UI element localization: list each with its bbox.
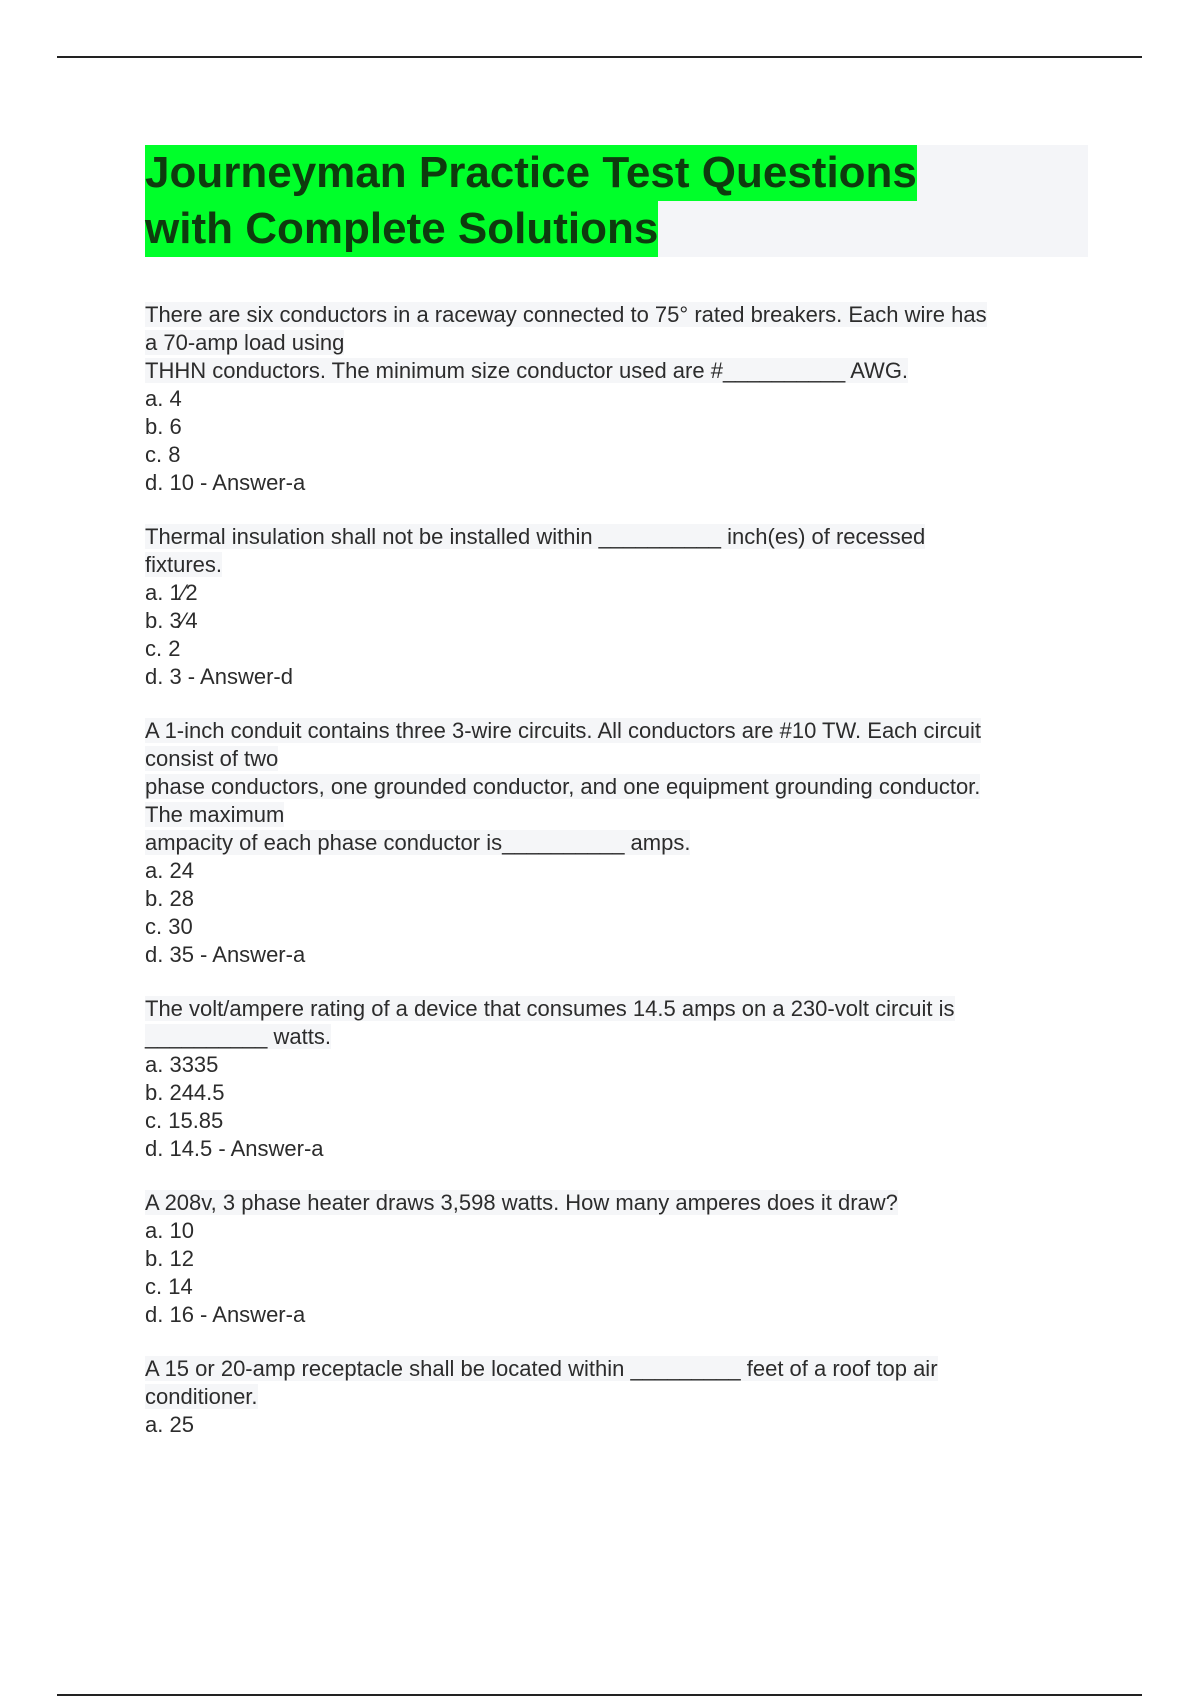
question-text: Thermal insulation shall not be installed within __________ inch(es) of recessed	[145, 524, 926, 549]
answer-option: c. 30	[145, 914, 193, 939]
question-text-line	[145, 1383, 1075, 1411]
question-block	[145, 523, 1075, 691]
answer-option: a. 24	[145, 858, 194, 883]
question-block	[145, 1189, 1075, 1329]
page-title-line-1: Journeyman Practice Test Questions	[145, 145, 917, 201]
question-text-line	[145, 717, 1075, 745]
bottom-rule	[57, 1694, 1142, 1696]
question-text-line	[145, 357, 1075, 385]
answer-option: d. 16 - Answer-a	[145, 1302, 306, 1327]
question-text-line	[145, 995, 1075, 1023]
question-text: A 1-inch conduit contains three 3-wire circuits. All conductors are #10 TW. Each circuit	[145, 718, 981, 743]
answer-option: b. 28	[145, 886, 194, 911]
top-rule	[57, 56, 1142, 58]
question-text-line	[145, 801, 1075, 829]
answer-option: d. 35 - Answer-a	[145, 942, 306, 967]
question-text-line	[145, 329, 1075, 357]
question-text: There are six conductors in a raceway connected to 75° rated breakers. Each wire has	[145, 302, 987, 327]
answer-option: c. 14	[145, 1274, 193, 1299]
page-title-line-2: with Complete Solutions	[145, 201, 658, 257]
answer-option: a. 1⁄2	[145, 580, 198, 605]
question-text: consist of two	[145, 746, 279, 771]
question-block	[145, 717, 1075, 969]
answer-option: b. 12	[145, 1246, 194, 1271]
answer-option: b. 6	[145, 414, 182, 439]
question-block	[145, 1355, 1075, 1439]
answer-option: a. 3335	[145, 1052, 219, 1077]
question-block	[145, 995, 1075, 1163]
answer-option: b. 3⁄4	[145, 608, 198, 633]
answer-option: c. 8	[145, 442, 181, 467]
question-text: a 70-amp load using	[145, 330, 345, 355]
answer-option: c. 15.85	[145, 1108, 224, 1133]
question-text: ampacity of each phase conductor is__________ amps.	[145, 830, 691, 855]
answer-option: c. 2	[145, 636, 181, 661]
question-text: The maximum	[145, 802, 285, 827]
question-text: THHN conductors. The minimum size conductor used are #__________ AWG.	[145, 358, 909, 383]
question-text-line	[145, 829, 1075, 857]
question-text-line	[145, 1023, 1075, 1051]
question-text: __________ watts.	[145, 1024, 331, 1049]
question-text-line	[145, 1189, 1075, 1217]
answer-option: a. 25	[145, 1412, 194, 1437]
question-text-line	[145, 551, 1075, 579]
answer-option: b. 244.5	[145, 1080, 225, 1105]
question-block	[145, 301, 1075, 497]
question-text: fixtures.	[145, 552, 223, 577]
answer-option: d. 10 - Answer-a	[145, 470, 306, 495]
question-text-line	[145, 301, 1075, 329]
question-text: conditioner.	[145, 1384, 258, 1409]
question-text: A 15 or 20-amp receptacle shall be located within _________ feet of a roof top air	[145, 1356, 938, 1381]
answer-option: a. 10	[145, 1218, 194, 1243]
question-text: The volt/ampere rating of a device that consumes 14.5 amps on a 230-volt circuit is	[145, 996, 955, 1021]
question-text-line	[145, 773, 1075, 801]
question-text-line	[145, 523, 1075, 551]
answer-option: d. 3 - Answer-d	[145, 664, 293, 689]
question-text-line	[145, 1355, 1075, 1383]
answer-option: d. 14.5 - Answer-a	[145, 1136, 324, 1161]
questions-list	[145, 301, 1075, 1465]
question-text: A 208v, 3 phase heater draws 3,598 watts. How many amperes does it draw?	[145, 1190, 898, 1215]
answer-option: a. 4	[145, 386, 182, 411]
question-text: phase conductors, one grounded conductor, and one equipment grounding conductor.	[145, 774, 981, 799]
question-text-line	[145, 745, 1075, 773]
